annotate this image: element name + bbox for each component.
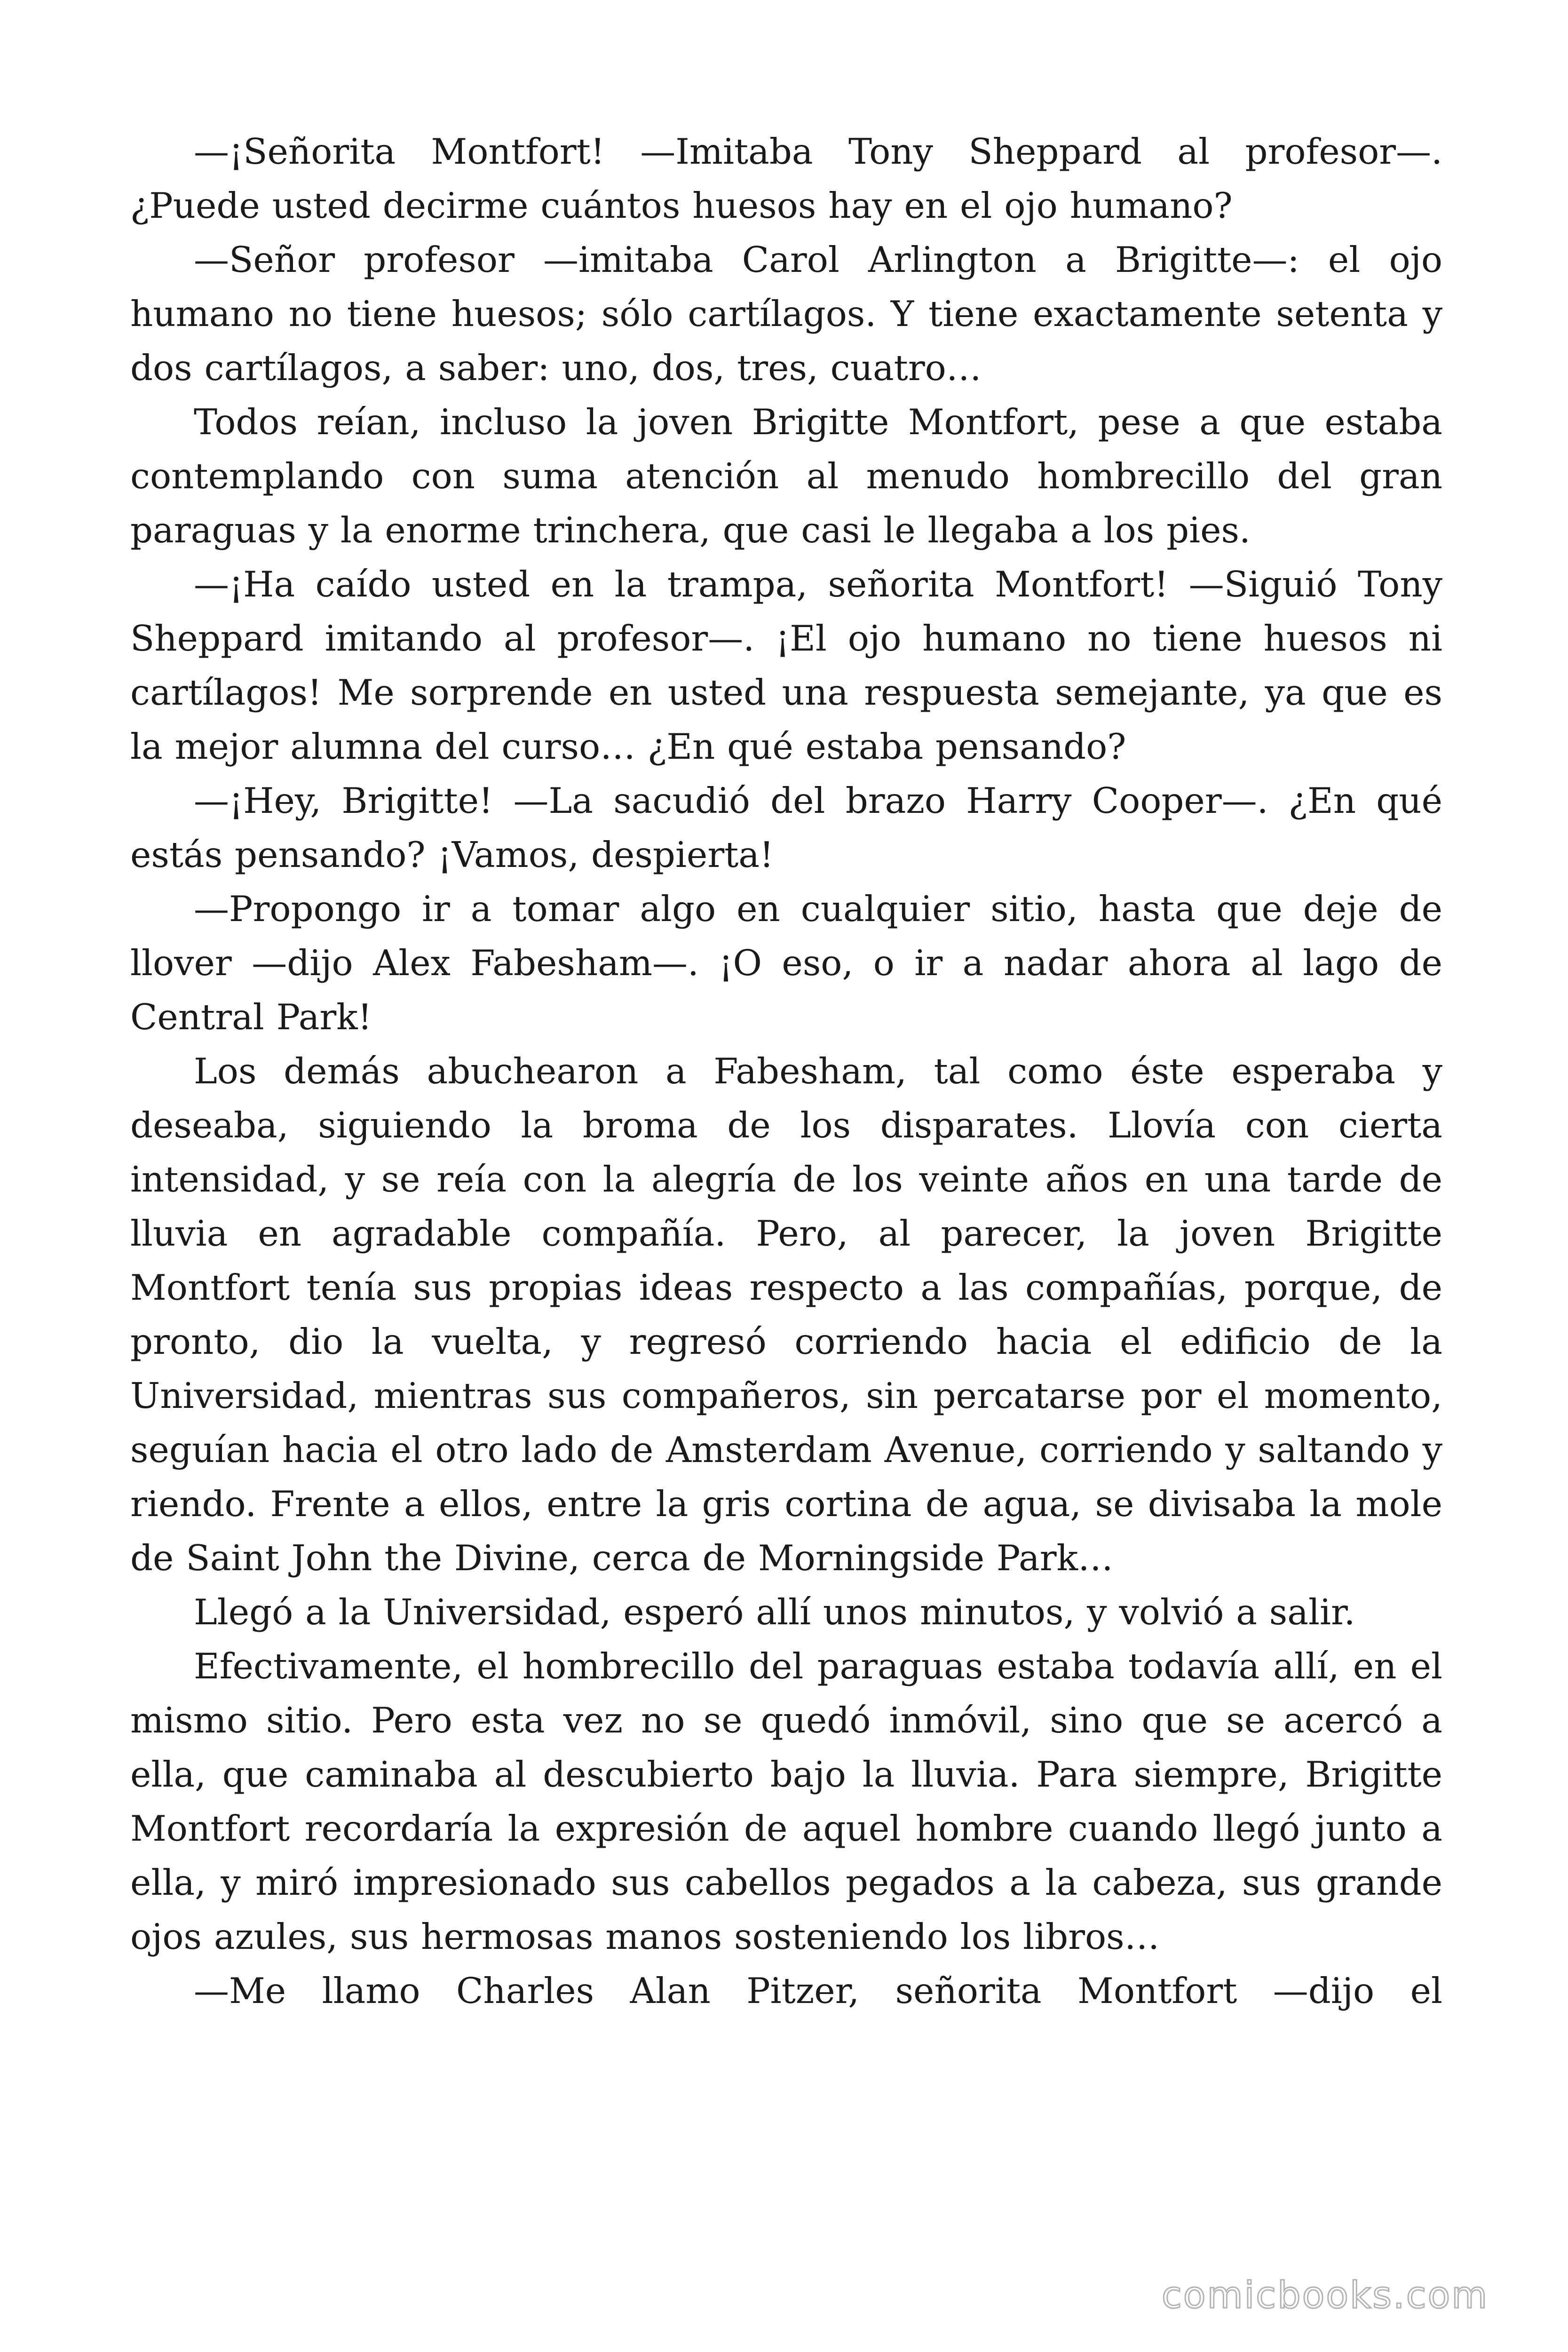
paragraph-last-line: —Me llamo Charles Alan Pitzer, señorita Montfort —dijo el (194, 1970, 1442, 2011)
paragraph: —¡Señorita Montfort! —Imitaba Tony Sheppard al profesor—. ¿Puede usted decirme cuántos huesos hay en el ojo humano? (130, 131, 1442, 226)
paragraph: —¡Hey, Brigitte! —La sacudió del brazo Harry Cooper—. ¿En qué estás pensando? ¡Vamos, despierta! (130, 780, 1442, 875)
book-page (130, 125, 1442, 2241)
watermark-text: comicbooks.com (1162, 2274, 1489, 2317)
paragraph: —Propongo ir a tomar algo en cualquier sitio, hasta que deje de llover —dijo Alex Fabesham—. ¡O eso, o ir a nadar ahora al lago de Central Park! (130, 888, 1442, 1038)
paragraph: Los demás abuchearon a Fabesham, tal como éste esperaba y deseaba, siguiendo la broma de los disparates. Llovía con cierta intensidad, y se reía con la alegría de los veinte años en una tarde de lluvia en agradable compañía. Pero, al parecer, la joven Brigitte Montfort tenía sus propias ideas respecto a las compañías, porque, de pronto, dio la vuelta, y regresó corriendo hacia el edificio de la Universidad, mientras sus compañeros, sin percatarse por el momento, seguían hacia el otro lado de Amsterdam Avenue, corriendo y saltando y riendo. Frente a ellos, entre la gris cortina de agua, se divisaba la mole de Saint John the Divine, cerca de Morningside Park… (130, 1050, 1442, 1579)
paragraph: Efectivamente, el hombrecillo del paraguas estaba todavía allí, en el mismo sitio. Pero esta vez no se quedó inmóvil, sino que se acercó a ella, que caminaba al descubierto bajo la lluvia. Para siempre, Brigitte Montfort recordaría la expresión de aquel hombre cuando llegó junto a ella, y miró impresionado sus cabellos pegados a la cabeza, sus grande ojos azules, sus hermosas manos sosteniendo los libros… (130, 1645, 1442, 1957)
paragraph: Todos reían, incluso la joven Brigitte Montfort, pese a que estaba contemplando con suma atención al menudo hombrecillo del gran paraguas y la enorme trinchera, que casi le llegaba a los pies. (130, 401, 1442, 551)
paragraph: —¡Ha caído usted en la trampa, señorita Montfort! —Siguió Tony Sheppard imitando al profesor—. ¡El ojo humano no tiene huesos ni cartílagos! Me sorprende en usted una respuesta semejante, ya que es la mejor alumna del curso… ¿En qué estaba pensando? (130, 564, 1442, 767)
paragraph: Llegó a la Universidad, esperó allí unos minutos, y volvió a salir. (194, 1591, 1355, 1633)
paragraph: —Señor profesor —imitaba Carol Arlington a Brigitte—: el ojo humano no tiene huesos; sólo cartílagos. Y tiene exactamente setenta y dos cartílagos, a saber: uno, dos, tres, cuatro… (130, 239, 1442, 389)
